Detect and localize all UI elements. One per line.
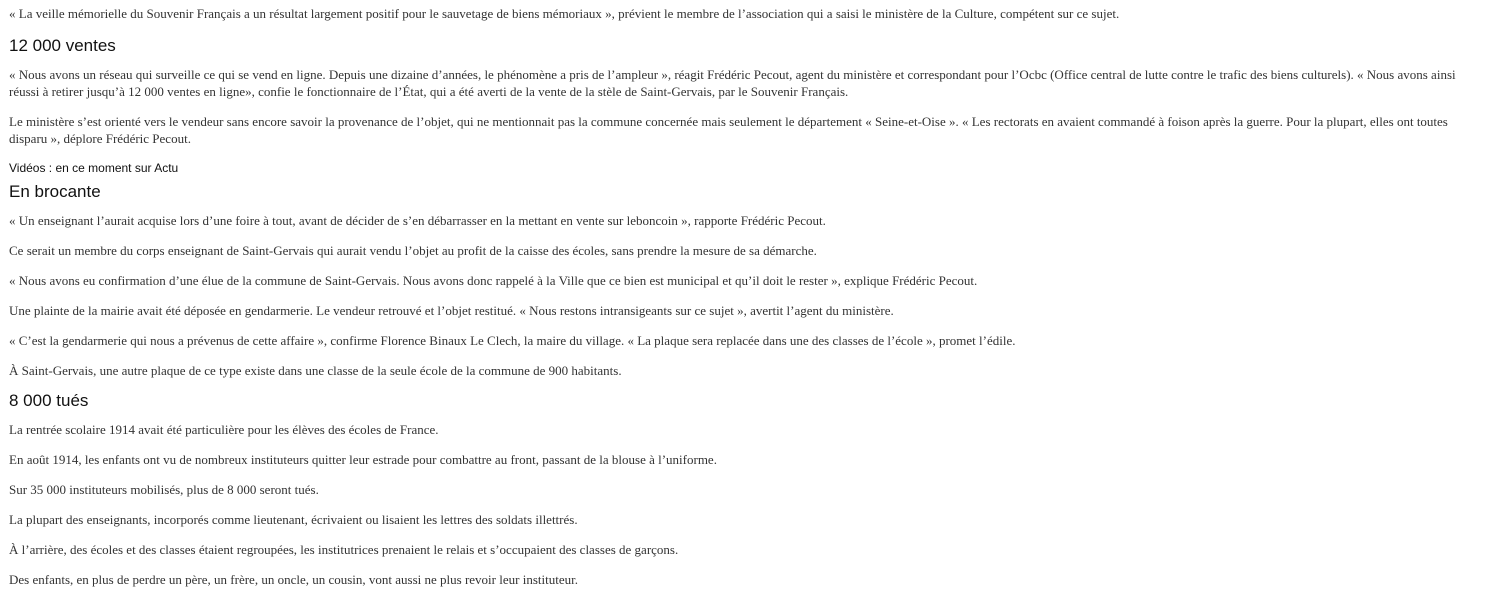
intro-paragraph: « La veille mémorielle du Souvenir Français a un résultat largement positif pour le sauvetage de biens mémoriaux », prévient le membre de l’association qui a saisi le ministère de la Culture, compétent sur ce sujet. (9, 6, 1120, 21)
paragraph: À l’arrière, des écoles et des classes étaient regroupées, les institutrices prenaient le relais et s’occupaient des classes de garçons. (9, 542, 679, 557)
videos-link[interactable]: Vidéos : en ce moment sur Actu (9, 161, 179, 175)
paragraph: La plupart des enseignants, incorporés comme lieutenant, écrivaient ou lisaient les lettres des soldats illettrés. (9, 512, 578, 527)
paragraph: Le ministère s’est orienté vers le vendeur sans encore savoir la provenance de l’objet, qui ne mentionnait pas la commune concernée mais seulement le département « Seine-et-Oise ». « Les rectorats en avaient commandé à foison après la guerre. Pour la plupart, elles ont toutes disparu », déplore Frédéric Pecout. (9, 114, 1448, 146)
section-heading-8000-tues: 8 000 tués (9, 391, 89, 410)
paragraph: En août 1914, les enfants ont vu de nombreux instituteurs quitter leur estrade pour combattre au front, passant de la blouse à l’uniforme. (9, 452, 717, 467)
paragraph: Ce serait un membre du corps enseignant de Saint-Gervais qui aurait vendu l’objet au profit de la caisse des écoles, sans prendre la mesure de sa démarche. (9, 243, 817, 258)
paragraph: « Un enseignant l’aurait acquise lors d’une foire à tout, avant de décider de s’en débarrasser en la mettant en vente sur leboncoin », rapporte Frédéric Pecout. (9, 213, 826, 228)
section-heading-12000-ventes: 12 000 ventes (9, 36, 116, 55)
section-heading-en-brocante: En brocante (9, 182, 101, 201)
paragraph: La rentrée scolaire 1914 avait été particulière pour les élèves des écoles de France. (9, 422, 439, 437)
paragraph: Une plainte de la mairie avait été déposée en gendarmerie. Le vendeur retrouvé et l’objet restitué. « Nous restons intransigeants sur ce sujet », avertit l’agent du ministère. (9, 303, 894, 318)
article-body (9, 0, 1475, 588)
paragraph: Sur 35 000 instituteurs mobilisés, plus de 8 000 seront tués. (9, 482, 319, 497)
paragraph: « Nous avons un réseau qui surveille ce qui se vend en ligne. Depuis une dizaine d’années, le phénomène a pris de l’ampleur », réagit Frédéric Pecout, agent du ministère et correspondant pour l’Ocbc (Office central de lutte contre le trafic des biens culturels). « Nous avons ainsi réussi à retirer jusqu’à 12 000 ventes en ligne», confie le fonctionnaire de l’État, qui a été averti de la vente de la stèle de Saint-Gervais, par le Souvenir Français. (9, 67, 1456, 99)
paragraph: À Saint-Gervais, une autre plaque de ce type existe dans une classe de la seule école de la commune de 900 habitants. (9, 363, 622, 378)
paragraph: « C’est la gendarmerie qui nous a prévenus de cette affaire », confirme Florence Binaux Le Clech, la maire du village. « La plaque sera replacée dans une des classes de l’école », promet l’édile. (9, 333, 1016, 348)
videos-section (9, 161, 1475, 175)
paragraph: « Nous avons eu confirmation d’une élue de la commune de Saint-Gervais. Nous avons donc rappelé à la Ville que ce bien est municipal et qu’il doit le rester », explique Frédéric Pecout. (9, 273, 978, 288)
paragraph: Des enfants, en plus de perdre un père, un frère, un oncle, un cousin, vont aussi ne plus revoir leur instituteur. (9, 572, 578, 587)
